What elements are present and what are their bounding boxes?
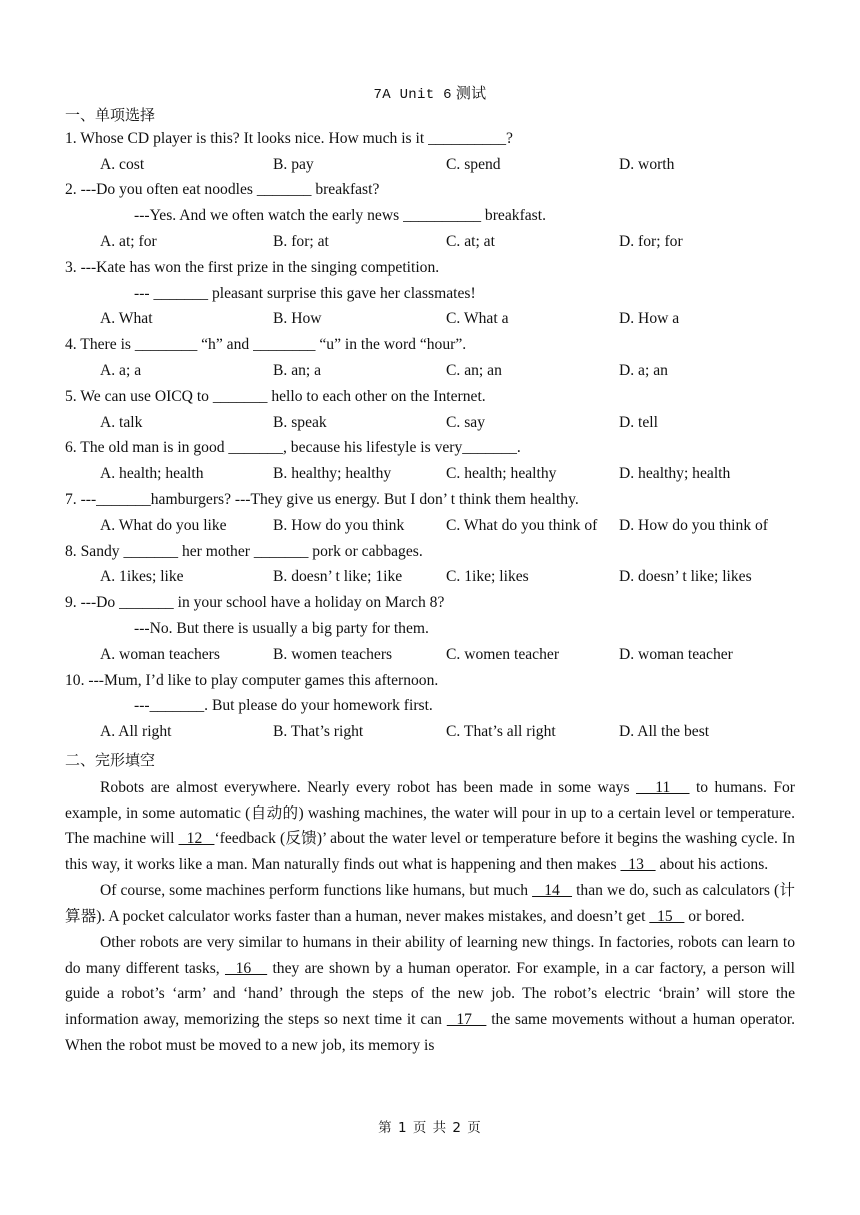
answer-option: A. 1ikes; like [100, 568, 184, 586]
dialogue-line: ---No. But there is usually a big party for them. [134, 620, 429, 637]
answer-option: C. spend [446, 155, 501, 173]
answer-option: C. What do you think of [446, 516, 598, 534]
cloze-blank: 15 [649, 907, 685, 925]
answer-option: B. healthy; healthy [273, 465, 392, 483]
paragraph-text: about his actions. [655, 856, 769, 874]
answer-option: D. a; an [619, 362, 668, 379]
paragraph-text: they are shown by a human operator. For example, in a car factory, a person will guide a robot’s ‘arm’ and ‘hand’ through the steps of the new job. The robot’s electric ‘brain’ will store the information away, memorizing the steps so next time it can [65, 959, 795, 1029]
question-text: 7. ---_______hamburgers? ---They give us energy. But I don’ t think them healthy. [65, 491, 579, 508]
answer-option: A. All right [100, 723, 172, 741]
answer-option: B. That’s right [273, 723, 364, 741]
answer-option: A. health; health [100, 465, 204, 483]
answer-option: A. What do you like [100, 516, 227, 534]
dialogue-line: ---Yes. And we often watch the early news __________ breakfast. [134, 207, 546, 225]
title-unit: 7A Unit 6 [373, 87, 452, 103]
answer-option: C. That’s all right [446, 723, 556, 741]
paragraph-text: to humans. For example, in some automatic (自动的) washing machines, the water will pour in up to a certain level or temperature. The machine will [65, 778, 795, 848]
page-title [0, 82, 860, 103]
question-text: 9. ---Do _______ in your school have a holiday on March 8? [65, 594, 445, 612]
paragraph-text: than we do, such as calculators (计算器). A pocket calculator works faster than a human, never makes mistakes, and doesn’t get [65, 881, 796, 925]
answer-option: A. talk [100, 413, 143, 431]
answer-option: D. woman teacher [619, 645, 733, 663]
cloze-blank: 11 [635, 778, 690, 796]
answer-option: D. worth [619, 155, 675, 173]
section-heading-cloze: 二、完形填空 [65, 751, 156, 769]
question-text: 5. We can use OICQ to _______ hello to each other on the Internet. [65, 387, 486, 405]
answer-option: B. pay [273, 155, 314, 173]
cloze-blank: 17 [446, 1011, 487, 1029]
answer-option: B. for; at [273, 233, 329, 250]
answer-option: C. say [446, 413, 485, 431]
question-text: 10. ---Mum, I’d like to play computer games this afternoon. [65, 671, 439, 689]
answer-option: C. an; an [446, 362, 502, 379]
answer-option: C. What a [446, 310, 509, 328]
question-text: 8. Sandy _______ her mother _______ pork or cabbages. [65, 542, 423, 560]
dialogue-line: --- _______ pleasant surprise this gave her classmates! [134, 284, 476, 302]
answer-option: D. All the best [619, 723, 710, 741]
answer-option: B. speak [273, 413, 327, 431]
answer-option: D. tell [619, 413, 658, 431]
question-text: 4. There is ________ “h” and ________ “u” in the word “hour”. [65, 336, 467, 354]
page-footer: 第 1 页 共 2 页 [378, 1120, 482, 1136]
answer-option: C. at; at [446, 233, 495, 250]
title-suffix: 测试 [455, 84, 487, 102]
dialogue-line: ---_______. But please do your homework first. [134, 697, 433, 715]
answer-option: B. doesn’ t like; 1ike [273, 568, 403, 586]
answer-option: C. 1ike; likes [446, 568, 529, 586]
cloze-blank: 13 [620, 856, 656, 874]
cloze-blank: 16 [224, 959, 268, 977]
answer-option: C. women teacher [446, 645, 560, 663]
answer-option: A. cost [100, 155, 145, 173]
cloze-paragraph [65, 878, 795, 930]
paragraph-text: Other robots are very similar to humans in their ability of learning new things. In factories, robots can learn to do many different tasks, [65, 933, 795, 977]
cloze-blank: 12 [178, 830, 215, 848]
question-text: 2. ---Do you often eat noodles _______ breakfast? [65, 181, 380, 199]
question-text: 6. The old man is in good _______, because his lifestyle is very_______. [65, 439, 521, 457]
paragraph-text: Of course, some machines perform functions like humans, but much [100, 881, 533, 899]
question-text: 3. ---Kate has won the first prize in the singing competition. [65, 258, 440, 276]
answer-option: A. woman teachers [100, 645, 220, 663]
cloze-blank: 14 [532, 881, 573, 899]
answer-option: A. a; a [100, 362, 142, 379]
answer-option: B. women teachers [273, 645, 393, 663]
cloze-paragraph [65, 775, 795, 878]
answer-option: C. health; healthy [446, 465, 557, 483]
paragraph-text: Robots are almost everywhere. Nearly every robot has been made in some ways [100, 778, 636, 796]
paragraph-text: the same movements without a human operator. When the robot must be moved to a new job, its memory is [65, 1011, 795, 1054]
answer-option: D. for; for [619, 233, 683, 250]
paragraph-text: or bored. [684, 907, 745, 925]
answer-option: D. How do you think of [619, 516, 769, 534]
question-text: 1. Whose CD player is this? It looks nice. How much is it __________? [65, 129, 513, 147]
answer-option: B. How [273, 310, 322, 328]
answer-option: B. an; a [273, 362, 322, 379]
answer-option: A. What [100, 310, 153, 328]
paragraph-text: ‘feedback (反馈)’ about the water level or temperature before it begins the washing cycle. In this way, it works like a man. Man naturally finds out what is happening and then makes [65, 830, 795, 874]
answer-option: A. at; for [100, 233, 157, 250]
answer-option: B. How do you think [273, 516, 405, 534]
answer-option: D. healthy; health [619, 465, 731, 483]
cloze-paragraph [65, 930, 795, 1059]
section-heading-single-choice: 一、单项选择 [65, 106, 156, 124]
answer-option: D. doesn’ t like; likes [619, 568, 752, 586]
answer-option: D. How a [619, 310, 680, 328]
